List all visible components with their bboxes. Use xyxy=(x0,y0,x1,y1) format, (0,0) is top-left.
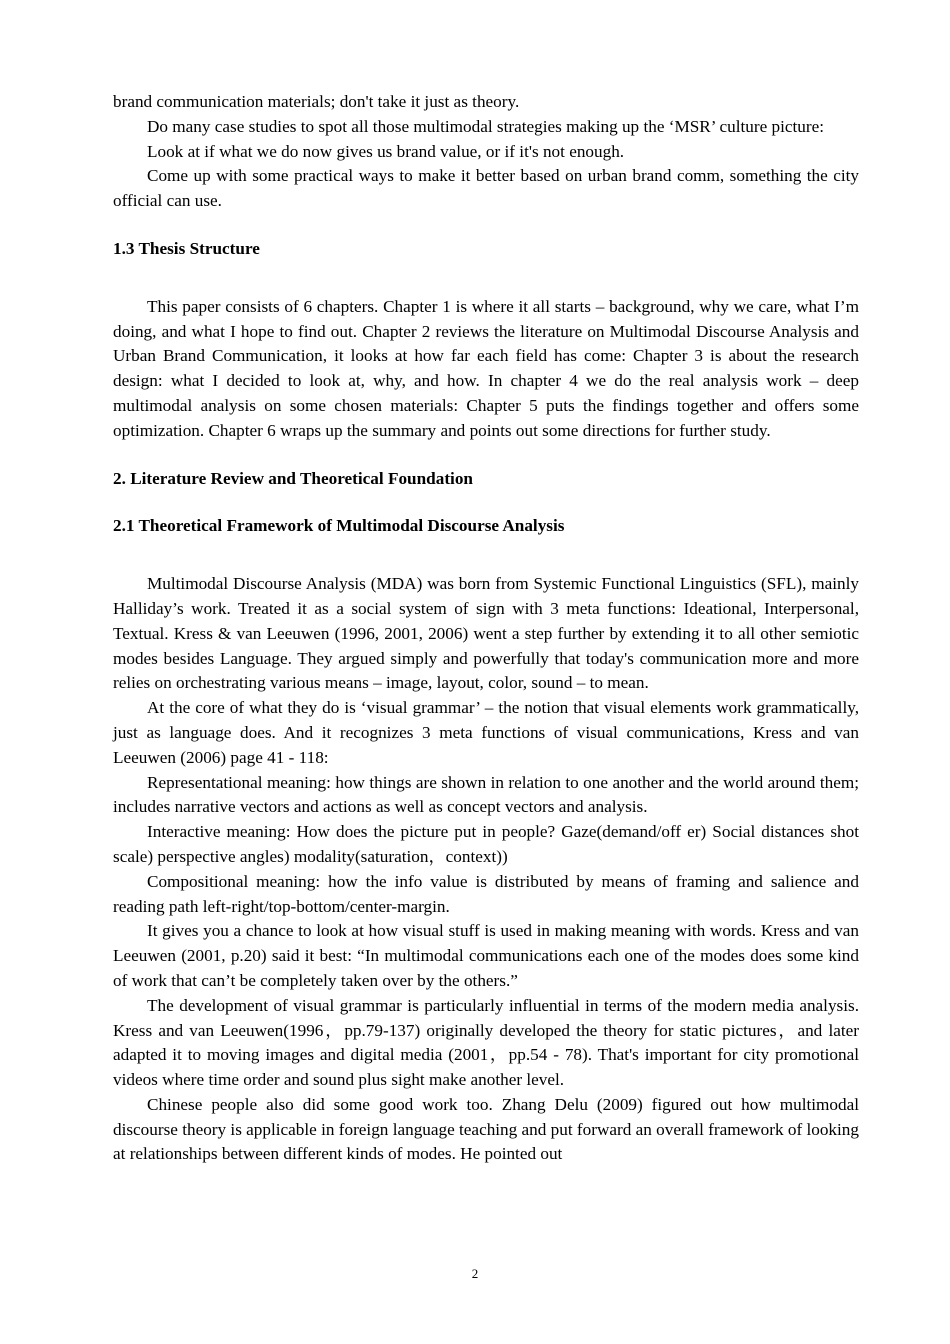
section-heading-2-1: 2.1 Theoretical Framework of Multimodal Discourse Analysis xyxy=(113,516,565,536)
body-paragraph: Interactive meaning: How does the picture put in people? Gaze(demand/off er) Social distances shot scale) perspective angles) modality(saturation，context)) xyxy=(113,822,859,866)
body-paragraph: brand communication materials; don't take it just as theory. xyxy=(113,92,520,111)
page-number: 2 xyxy=(471,1266,479,1281)
body-paragraph: It gives you a chance to look at how visual stuff is used in making meaning with words. Kress and van Leeuwen (2001, p.20) said it best: “In multimodal communications each one of the modes does some kind of work that can’t be completely taken over by the others.” xyxy=(113,921,859,990)
body-paragraph: Come up with some practical ways to make it better based on urban brand comm, something the city official can use. xyxy=(113,166,859,211)
body-paragraph: Chinese people also did some good work too. Zhang Delu (2009) figured out how multimodal discourse theory is applicable in foreign language teaching and put forward an overall framework of looking at relationships between different kinds of modes. He pointed out xyxy=(113,1094,859,1164)
body-paragraph: Do many case studies to spot all those multimodal strategies making up the ‘MSR’ culture picture: xyxy=(147,116,825,136)
body-paragraph: Compositional meaning: how the info value is distributed by means of framing and salience and reading path left-right/top-bottom/center-margin. xyxy=(113,871,859,916)
section-heading-1-3: 1.3 Thesis Structure xyxy=(113,238,260,258)
body-paragraph: Look at if what we do now gives us brand value, or if it's not enough. xyxy=(147,141,625,161)
body-paragraph: The development of visual grammar is particularly influential in terms of the modern media analysis. Kress and van Leeuwen(1996，pp.79-137) originally developed the theory for static pictures，and later adapted it to moving images and digital media (2001，pp.54 - 78). That's important for city promotional videos where time order and sound plus sight make another level. xyxy=(113,995,859,1090)
body-paragraph: Representational meaning: how things are shown in relation to one another and the world around them; includes narrative vectors and actions as well as concept vectors and analysis. xyxy=(113,772,859,817)
body-paragraph: This paper consists of 6 chapters. Chapter 1 is where it all starts – background, why we care, what I’m doing, and what I hope to find out. Chapter 2 reviews the literature on Multimodal Discourse Analysis and Urban Brand Communication, it looks at how far each field has come: Chapter 3 is about the research design: what I decided to look at, why, and how. In chapter 4 we do the real analysis work – deep multimodal analysis on some chosen materials: Chapter 5 puts the findings together and offers some optimization. Chapter 6 wraps up the summary and points out some directions for further study. xyxy=(113,296,859,440)
page-body xyxy=(113,90,859,1167)
body-paragraph: Multimodal Discourse Analysis (MDA) was born from Systemic Functional Linguistics (SFL), mainly Halliday’s work. Treated it as a social system of sign with 3 meta functions: Ideational, Interpersonal, Textual. Kress & van Leeuwen (1996, 2001, 2006) went a step further by extending it to all other semiotic modes besides Language. They argued simply and powerfully that today's communication more and more relies on orchestrating various means – image, layout, color, sound – to mean. xyxy=(113,574,859,693)
section-heading-2: 2. Literature Review and Theoretical Foundation xyxy=(113,468,473,488)
body-paragraph: At the core of what they do is ‘visual grammar’ – the notion that visual elements work grammatically, just as language does. And it recognizes 3 meta functions of visual communications, Kress and van Leeuwen (2006) page 41 - 118: xyxy=(113,698,859,767)
